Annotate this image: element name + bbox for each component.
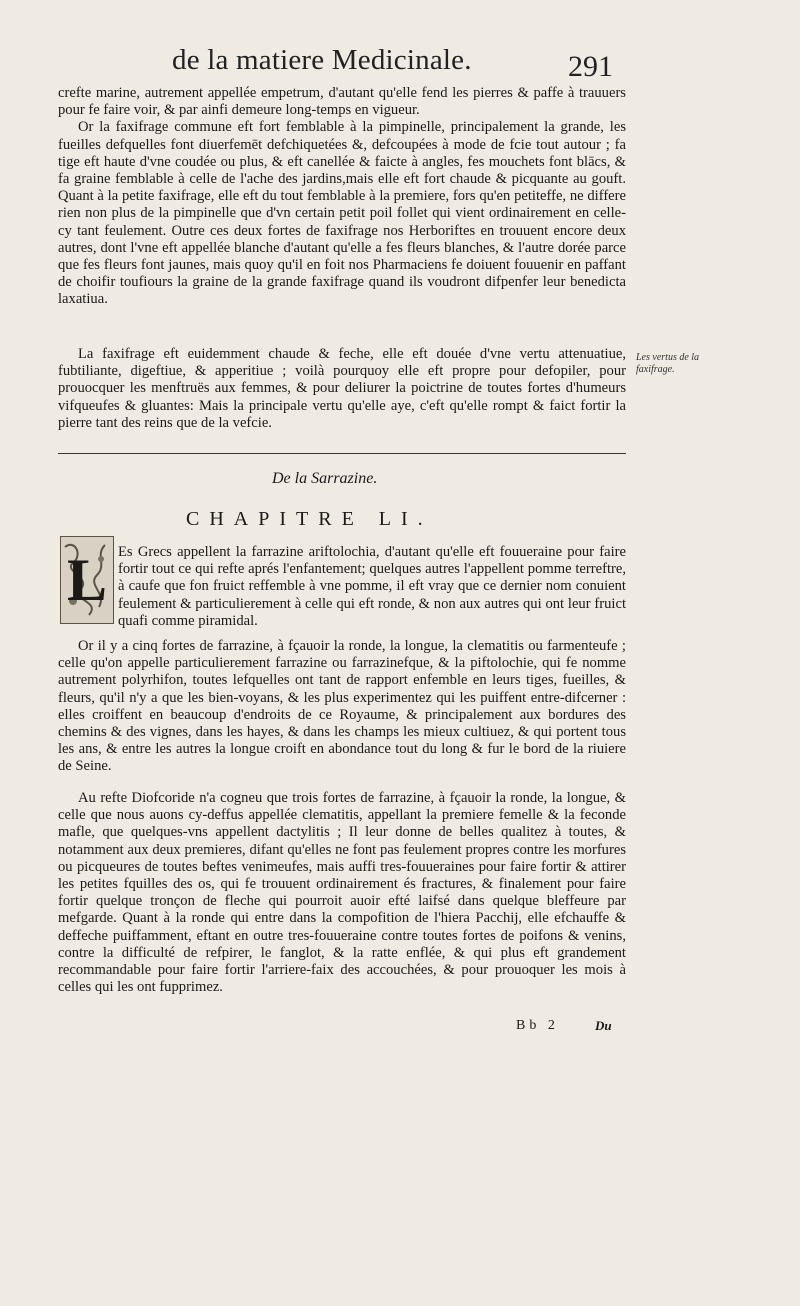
text-block-saxifrage <box>58 85 626 309</box>
paragraph: Es Grecs appellent la farrazine ariftolochia, d'autant qu'elle eft fouueraine pour faire fortir tout ce qui refte aprés l'enfantement; quelques autres l'appellent pomme terreftre, à caufe que fon fruict reffemble à vne pomme, il eft vray que ce dernier nom conuient feulement & particulierement à celle qui eft ronde, & non aux autres qui ont leur fruict quafi comme piramidal. <box>118 544 626 629</box>
section-divider <box>58 453 626 454</box>
text-block-chapter-intro <box>118 544 626 630</box>
margin-note: Les vertus de la faxifrage. <box>636 352 700 375</box>
paragraph: La faxifrage eft euidemment chaude & feche, elle eft douée d'vne vertu attenuatiue, fubtiliante, digeftiue, & apperitiue ; voilà pourquoy elle eft propre pour defopiler, pour prouocquer les menftruës aux femmes, & pour deliurer la poictrine de toutes fortes d'humeurs vifqueufes & gluantes: Mais la principale vertu qu'elle aye, c'eft qu'elle rompt & faict fortir la pierre tant des reins que de la vefcie. <box>58 346 626 431</box>
text-block-kinds <box>58 638 626 776</box>
catchword: Du <box>595 1018 612 1033</box>
paragraph: Or la faxifrage commune eft fort femblable à la pimpinelle, principalement la grande, les fueilles defquelles font diuerfemēt defchiquetées &, defcoupées à mode de fcie tout autour ; fa tige eft haute d'vne coudée ou plus, & eft canellée & faicte à angles, fes mouchets font blācs, & fa graine femblable à celle de l'ache des jardins,mais elle eft fort chaude & picquante au gouft. Quant à la petite faxifrage, elle eft du tout femblable à la premiere, fors qu'en petiteffe, ne differe rien non plus de la pimpinelle que d'vn certain petit poil follet qui vient ordinairement en celle-cy tant feulement. Outre ces deux fortes de faxifrage nos Herboriftes en trouuent encore deux autres, dont l'vne eft appellée blanche d'autant qu'elle a fes fleurs blanches, & l'autre dorée parce que fes fleurs font jaunes, mais quoy qu'il en foit nos Pharmaciens fe doiuent fouuenir en paffant de choifir toufiours la graine de la grande faxifrage quand ils voudront difpenfer leur benedicta laxatiua. <box>58 119 626 308</box>
chapter-heading: CHAPITRE LI. <box>186 508 433 530</box>
text-block-dioscorides <box>58 790 626 996</box>
paragraph: Or il y a cinq fortes de farrazine, à fçauoir la ronde, la longue, la clematitis ou farmenteufe ; celle qu'on appelle particulierement farrazine ou farrazinefque, & la piftolochie, qui fe nomme autrement polyrhifon, toutes lefquelles ont tant de rapport enfemble en leurs tiges, fueilles, & fleurs, qu'il n'y a que les bien-voyans, & les plus experimentez qui les puiffent entre-difcerner : elles croiffent en beaucoup d'endroits de ce Royaume, & principalement aux bordures des chemins & des vignes, dans les hayes, & dans les champs les mieux cultiuez, & qui portent tous les ans, & entre les autres la longue croift en abondance tout du long & fur le bord de la riuiere de Seine. <box>58 638 626 775</box>
running-header: de la matiere Medicinale. <box>172 44 472 76</box>
paragraph: crefte marine, autrement appellée empetrum, d'autant qu'elle fend les pierres & paffe à trauuers pour fe faire voir, & par ainfi demeure long-temps en vigueur. <box>58 85 626 119</box>
text-block-virtues <box>58 346 626 432</box>
page-number: 291 <box>568 50 613 83</box>
section-title: De la Sarrazine. <box>272 470 378 487</box>
decorated-initial <box>60 536 114 624</box>
signature-mark: Bb 2 <box>516 1018 559 1033</box>
drop-cap-letter: L <box>66 546 108 613</box>
paragraph: Au refte Diofcoride n'a cogneu que trois fortes de farrazine, à fçauoir la ronde, la longue, & celle que nous auons cy-deffus appellée clematitis, appellant la premiere femelle & la feconde mafle, que quelques-vns appellent dactylitis ; Il leur donne de belles qualitez à toutes, & notamment aux deux premieres, difant qu'elles ne font pas feulement propres contre les morfures ou picqueures de toutes beftes venimeufes, mais auffi tres-fouueraines pour faire fortir & attirer les petites fquilles des os, qui fe trouuent ordinairement és fractures, & finalement pour faire fortir quelque tronçon de fleche qui pourroit auoir efté laifsé dans quelque bleffeure par mefgarde. Quant à la ronde qui entre dans la compofition de l'hiera Pacchij, elle efchauffe & deffeche puiffamment, eftant en outre tres-fouueraine contre toutes fortes de poifons & venins, contre la difficulté de refpirer, le fanglot, & la ratte enflée, & qui plus eft grandement recommandable pour faire fortir l'arriere-faix des accouchées, & pour prouoquer les mois à celles qui les ont fupprimez. <box>58 790 626 996</box>
